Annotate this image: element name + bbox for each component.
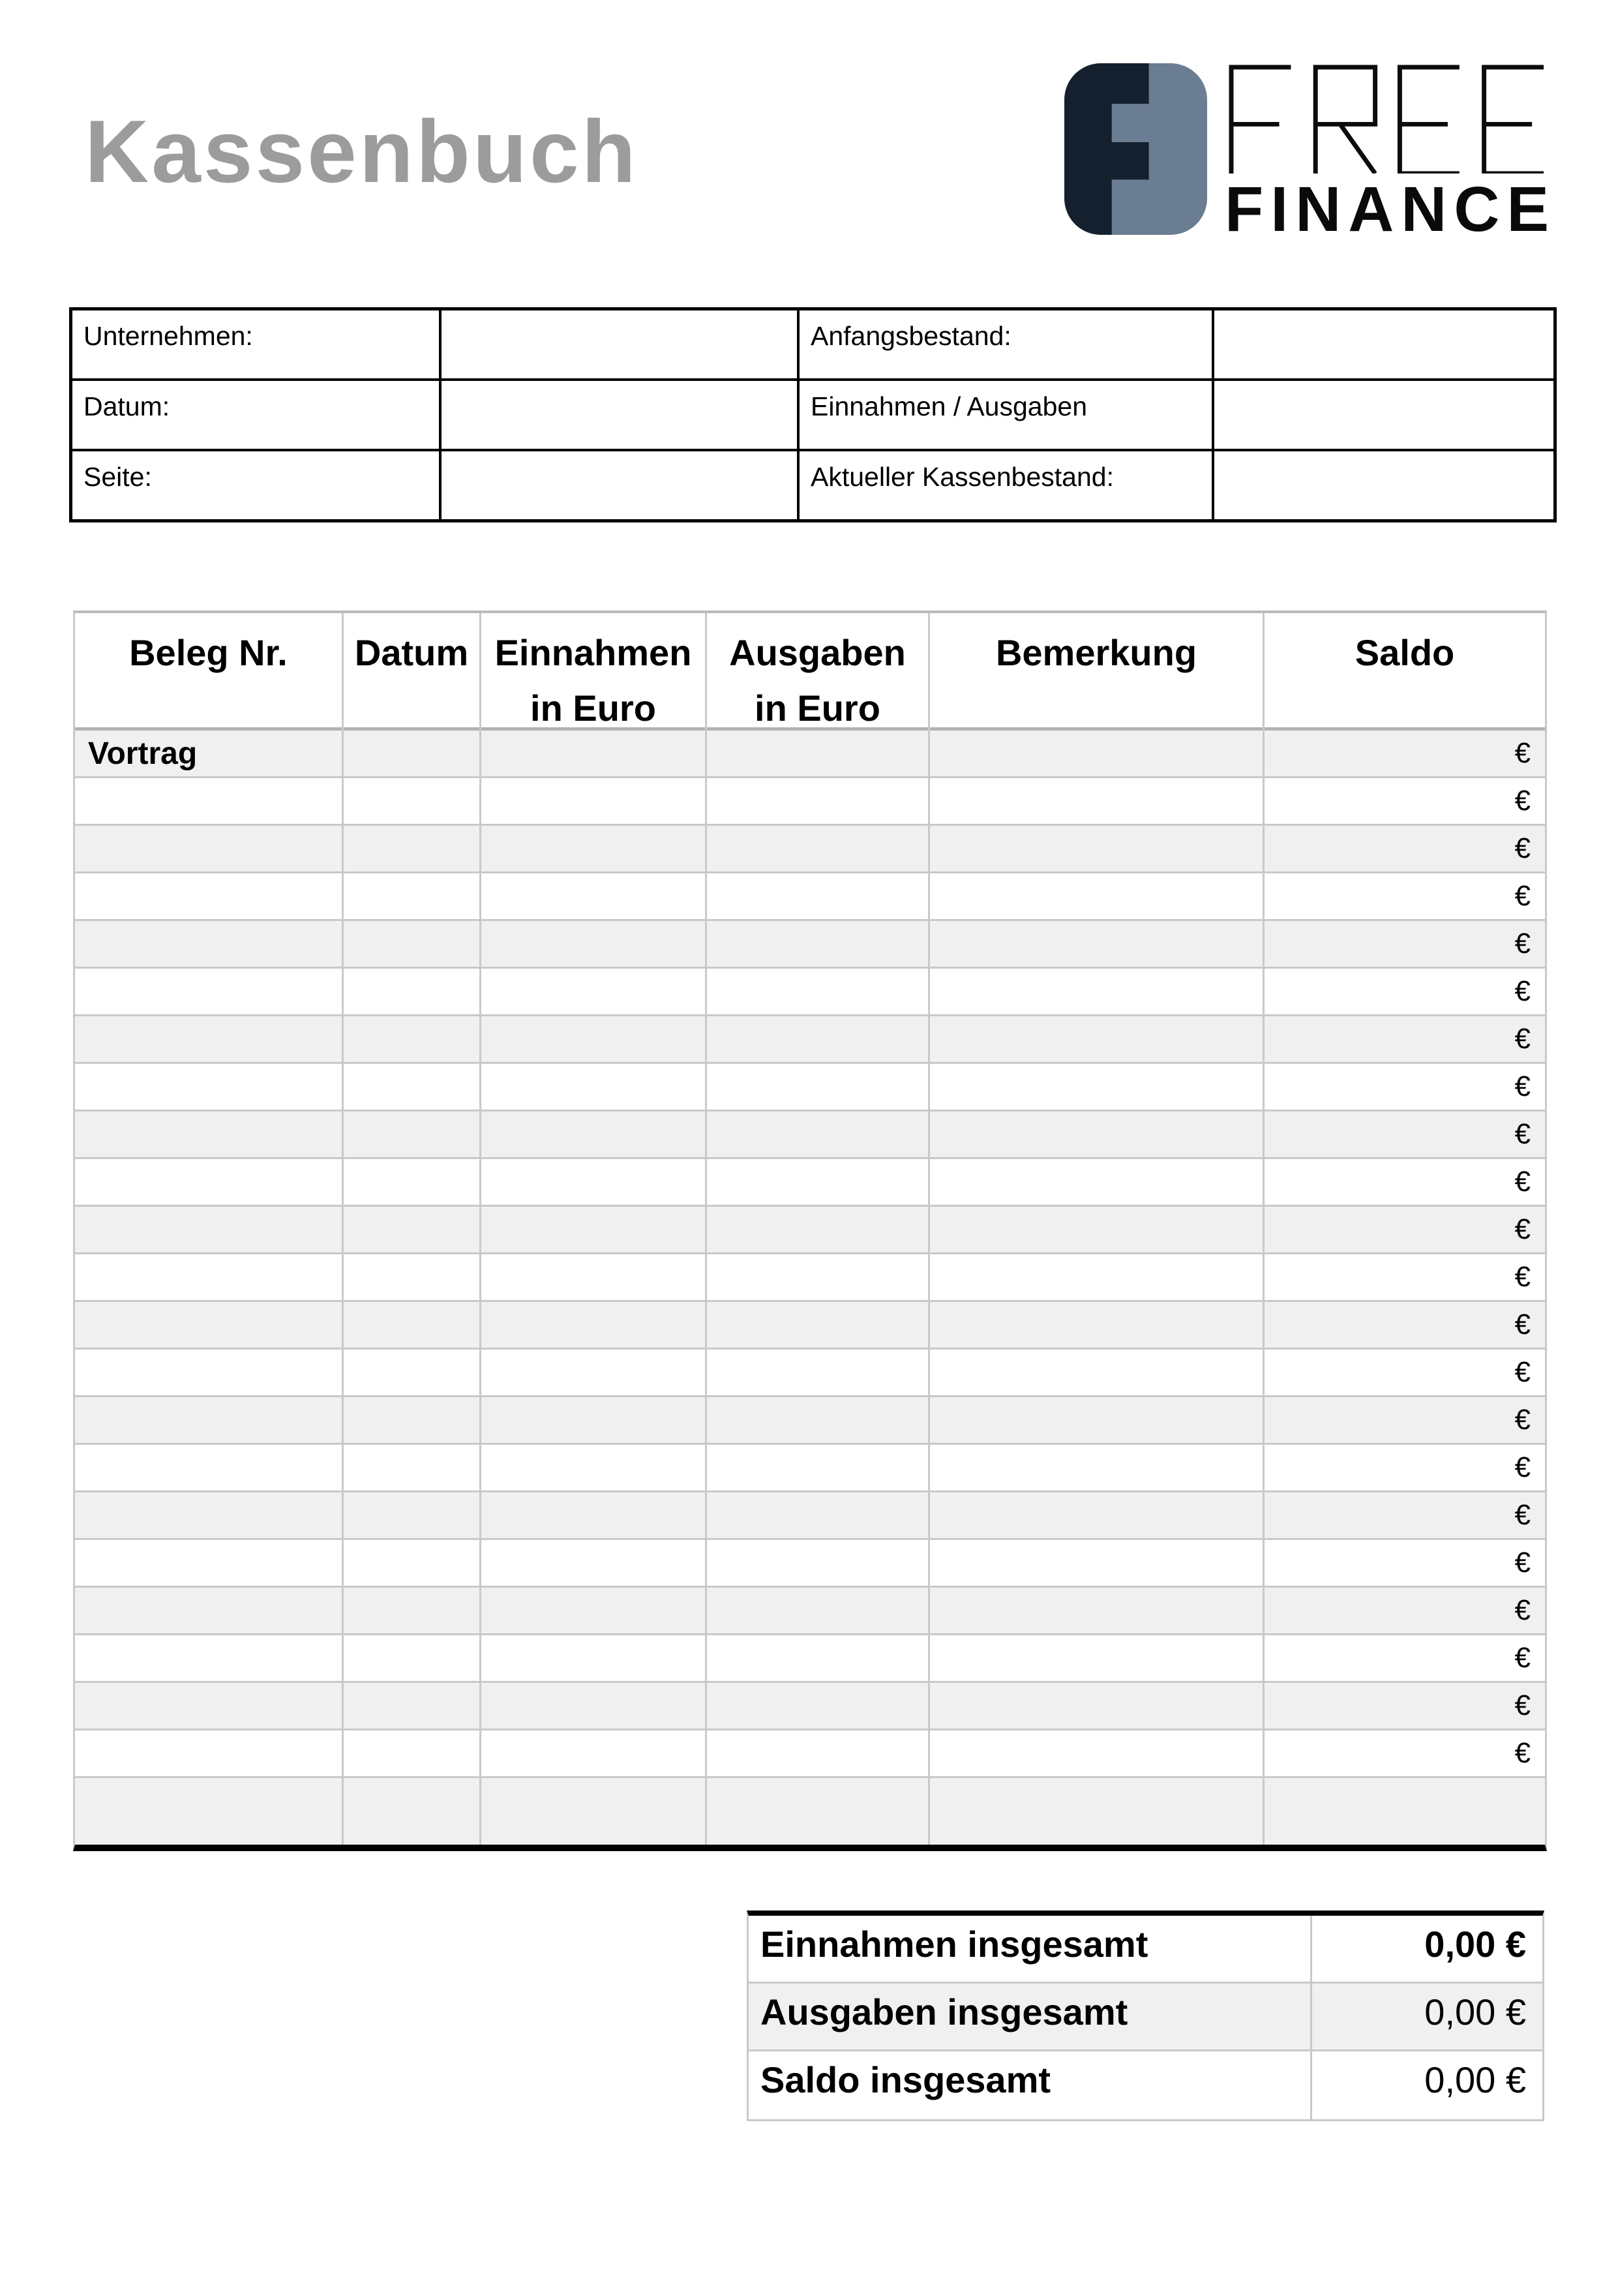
cell-bemerkung [930,1683,1265,1729]
cell-datum [344,1588,481,1633]
cell-saldo: € [1514,1261,1531,1293]
summary-label-saldo: Saldo insgesamt [749,2051,1312,2119]
cell-einnahmen [481,1635,707,1681]
cell-datum [344,826,481,871]
cell-einnahmen [481,1111,707,1157]
cell-einnahmen [481,1254,707,1300]
header-datum: Datum [344,613,481,736]
cell-bemerkung [930,969,1265,1014]
cell-datum [344,1445,481,1490]
cell-saldo: € [1514,1166,1531,1198]
cell-datum [344,1730,481,1776]
cell-bemerkung [930,1302,1265,1348]
cell-bemerkung [930,1111,1265,1157]
cell-einnahmen [481,873,707,919]
cell-einnahmen [481,1492,707,1538]
cell-bemerkung [930,1492,1265,1538]
label-seite: Seite: [72,451,439,519]
cell-datum [344,1778,481,1845]
cell-datum [344,731,481,776]
table-row [75,1016,1545,1064]
cell-datum [344,969,481,1014]
table-row [75,826,1545,873]
cell-saldo: € [1514,1308,1531,1340]
cell-einnahmen [481,969,707,1014]
cell-beleg [75,1350,344,1395]
cell-ausgaben [707,1207,930,1252]
cell-einnahmen [481,1016,707,1062]
ledger-header-row [75,613,1545,731]
cell-bemerkung [930,1016,1265,1062]
cell-ausgaben [707,1492,930,1538]
cell-saldo: € [1514,832,1531,864]
cell-ausgaben [707,778,930,824]
table-row [75,1778,1545,1845]
cell-ausgaben [707,1016,930,1062]
table-row [75,778,1545,826]
cell-einnahmen [481,1778,707,1845]
cell-saldo: € [1514,1547,1531,1578]
header-saldo: Saldo [1355,632,1455,673]
cell-bemerkung [930,1207,1265,1252]
cell-beleg: Vortrag [75,731,344,776]
cell-beleg [75,921,344,967]
cell-saldo: € [1514,1499,1531,1531]
table-row [75,1397,1545,1445]
table-row [75,1302,1545,1350]
cell-ausgaben [707,1778,930,1845]
header-beleg-nr: Beleg Nr. [75,613,344,736]
ledger-table [73,611,1547,1851]
cell-saldo: € [1514,1404,1531,1436]
cell-bemerkung [930,921,1265,967]
field-einnahmen-ausgaben [1214,381,1553,449]
cell-bemerkung [930,1588,1265,1633]
cell-beleg [75,1540,344,1586]
cell-ausgaben [707,1350,930,1395]
cell-saldo [1265,1778,1545,1845]
field-anfangsbestand [1214,310,1553,378]
summary-row-saldo [749,2051,1542,2119]
label-aktueller-kassenbestand: Aktueller Kassenbestand: [800,451,1212,519]
summary-label-einnahmen: Einnahmen insgesamt [749,1916,1312,1982]
cell-beleg [75,1588,344,1633]
cell-beleg [75,1683,344,1729]
cell-einnahmen [481,1064,707,1110]
cell-einnahmen [481,1207,707,1252]
cell-datum [344,1064,481,1110]
field-aktueller-kassenbestand [1214,451,1553,519]
header-ausgaben: Ausgaben in Euro [707,613,930,736]
cell-einnahmen [481,1730,707,1776]
table-row [75,1635,1545,1683]
table-row [75,1445,1545,1492]
label-unternehmen: Unternehmen: [72,310,439,378]
cell-datum [344,1111,481,1157]
cell-ausgaben [707,731,930,776]
cell-saldo: € [1514,1356,1531,1388]
cell-einnahmen [481,731,707,776]
info-table [69,307,1557,522]
table-row [75,731,1545,778]
cell-beleg [75,1445,344,1490]
cell-bemerkung [930,1540,1265,1586]
header-bemerkung: Bemerkung [930,613,1265,736]
cell-beleg [75,1111,344,1157]
cell-datum [344,1302,481,1348]
label-einnahmen-ausgaben: Einnahmen / Ausgaben [800,381,1212,449]
cell-bemerkung [930,1159,1265,1205]
summary-row-ausgaben [749,1984,1542,2051]
brand-word-free [1229,65,1546,174]
cell-bemerkung [930,778,1265,824]
cell-bemerkung [930,1064,1265,1110]
cell-datum [344,778,481,824]
cell-ausgaben [707,1254,930,1300]
cell-datum [344,921,481,967]
cell-beleg [75,969,344,1014]
cell-beleg [75,1730,344,1776]
summary-value-ausgaben: 0,00 € [1424,1991,1526,2032]
table-row [75,1588,1545,1635]
table-row [75,873,1545,921]
cell-saldo: € [1514,1023,1531,1055]
cell-beleg [75,1064,344,1110]
cell-saldo: € [1514,1689,1531,1721]
cell-beleg [75,1207,344,1252]
table-row [75,1111,1545,1159]
cell-beleg [75,1492,344,1538]
cell-ausgaben [707,1588,930,1633]
cell-saldo: € [1514,1594,1531,1626]
cell-einnahmen [481,778,707,824]
brand-word-finance: FINANCE [1225,174,1557,245]
cell-saldo: € [1514,975,1531,1007]
cell-bemerkung [930,1730,1265,1776]
table-row [75,1492,1545,1540]
cell-ausgaben [707,1064,930,1110]
cell-bemerkung [930,1445,1265,1490]
cell-bemerkung [930,873,1265,919]
cell-beleg [75,1254,344,1300]
cell-beleg [75,1159,344,1205]
summary-value-saldo: 0,00 € [1424,2059,1526,2100]
cell-datum [344,1016,481,1062]
cell-beleg [75,1016,344,1062]
cell-bemerkung [930,1778,1265,1845]
table-row [75,921,1545,969]
cell-ausgaben [707,969,930,1014]
cell-ausgaben [707,1635,930,1681]
cell-beleg [75,826,344,871]
cell-ausgaben [707,921,930,967]
cell-einnahmen [481,1588,707,1633]
table-row [75,1540,1545,1588]
cell-datum [344,1159,481,1205]
cell-einnahmen [481,1445,707,1490]
cell-saldo: € [1514,928,1531,959]
cell-datum [344,1683,481,1729]
cell-bemerkung [930,1397,1265,1443]
cell-einnahmen [481,1159,707,1205]
label-anfangsbestand: Anfangsbestand: [800,310,1212,378]
cell-beleg [75,1635,344,1681]
cell-ausgaben [707,1540,930,1586]
cell-einnahmen [481,1302,707,1348]
cell-einnahmen [481,921,707,967]
cell-bemerkung [930,1254,1265,1300]
table-row [75,1254,1545,1302]
cell-beleg [75,778,344,824]
cell-ausgaben [707,1683,930,1729]
cell-datum [344,873,481,919]
cell-bemerkung [930,731,1265,776]
cell-datum [344,1397,481,1443]
cell-beleg [75,1778,344,1845]
table-row [75,1350,1545,1397]
cell-saldo: € [1514,737,1531,769]
cell-datum [344,1254,481,1300]
cell-bemerkung [930,826,1265,871]
cell-saldo: € [1514,1451,1531,1483]
cell-saldo: € [1514,1642,1531,1674]
cell-ausgaben [707,1445,930,1490]
cell-ausgaben [707,873,930,919]
cell-saldo: € [1514,785,1531,817]
summary-label-ausgaben: Ausgaben insgesamt [749,1984,1312,2049]
cell-beleg [75,1302,344,1348]
cell-saldo: € [1514,1070,1531,1102]
cell-datum [344,1635,481,1681]
cell-beleg [75,1397,344,1443]
table-row [75,1730,1545,1778]
cell-datum [344,1492,481,1538]
cell-einnahmen [481,1540,707,1586]
page-title: Kassenbuch [85,102,638,201]
table-row [75,1207,1545,1254]
cell-einnahmen [481,826,707,871]
cell-ausgaben [707,1302,930,1348]
field-datum [442,381,797,449]
cell-einnahmen [481,1683,707,1729]
cell-ausgaben [707,826,930,871]
cell-ausgaben [707,1111,930,1157]
header-einnahmen: Einnahmen in Euro [481,613,707,736]
freefinance-logo-icon [1064,63,1207,235]
cell-einnahmen [481,1397,707,1443]
logo-f-shape [1064,63,1207,235]
table-row [75,1159,1545,1207]
ledger-rows [75,731,1545,1845]
cell-datum [344,1207,481,1252]
summary-value-einnahmen: 0,00 € [1424,1924,1526,1965]
cell-beleg [75,873,344,919]
cell-saldo: € [1514,880,1531,912]
cell-saldo: € [1514,1737,1531,1769]
cell-datum [344,1540,481,1586]
cell-ausgaben [707,1730,930,1776]
table-row [75,969,1545,1016]
cell-saldo: € [1514,1118,1531,1150]
table-row [75,1064,1545,1111]
label-datum: Datum: [72,381,439,449]
cell-saldo: € [1514,1213,1531,1245]
cell-einnahmen [481,1350,707,1395]
summary-row-einnahmen [749,1916,1542,1984]
field-seite [442,451,797,519]
cell-bemerkung [930,1635,1265,1681]
field-unternehmen [442,310,797,378]
cell-bemerkung [930,1350,1265,1395]
table-row [75,1683,1545,1730]
cell-datum [344,1350,481,1395]
cell-ausgaben [707,1397,930,1443]
cell-ausgaben [707,1159,930,1205]
summary-table [747,1911,1544,2121]
